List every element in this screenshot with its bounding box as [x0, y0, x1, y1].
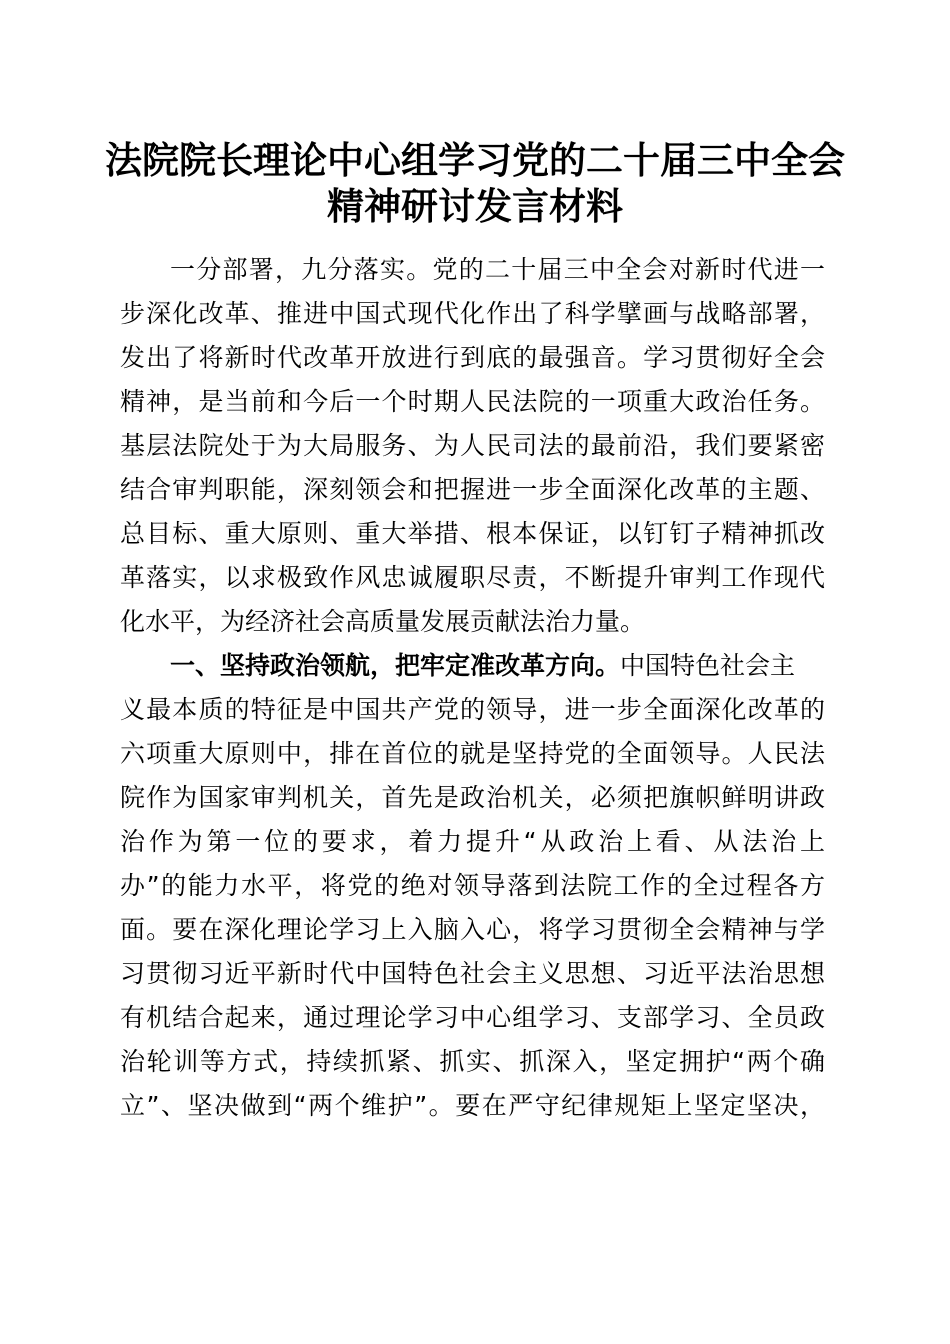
paragraph-2-line: 义最本质的特征是中国共产党的领导，进一步全面深化改革的 [120, 695, 825, 724]
document-title-line-1: 法院院长理论中心组学习党的二十届三中全会 [105, 138, 845, 182]
document-title-line-2: 精神研讨发言材料 [327, 184, 623, 228]
paragraph-1-line: 化水平，为经济社会高质量发展贡献法治力量。 [120, 607, 646, 636]
paragraph-1-line: 总目标、重大原则、重大举措、根本保证，以钉钉子精神抓改 [120, 519, 825, 548]
paragraph-2-line: 治轮训等方式，持续抓紧、抓实、抓深入，坚定拥护“两个确 [120, 1047, 825, 1076]
paragraph-2-line: 面。要在深化理论学习上入脑入心，将学习贯彻全会精神与学 [120, 915, 825, 944]
paragraph-1-line: 步深化改革、推进中国式现代化作出了科学擘画与战略部署， [120, 299, 825, 328]
paragraph-1-line: 结合审判职能，深刻领会和把握进一步全面深化改革的主题、 [120, 475, 825, 504]
paragraph-2-line: 习贯彻习近平新时代中国特色社会主义思想、习近平法治思想 [120, 959, 825, 988]
paragraph-2-line: 办”的能力水平，将党的绝对领导落到法院工作的全过程各方 [120, 871, 825, 900]
paragraph-2-first-line [170, 644, 825, 688]
paragraph-2-line: 有机结合起来，通过理论学习中心组学习、支部学习、全员政 [120, 1003, 825, 1032]
paragraph-1-line: 一分部署，九分落实。党的二十届三中全会对新时代进一 [170, 255, 825, 284]
paragraph-2-line: 六项重大原则中，排在首位的就是坚持党的全面领导。人民法 [120, 739, 825, 768]
paragraph-2-line: 立”、坚决做到“两个维护”。要在严守纪律规矩上坚定坚决， [120, 1091, 825, 1120]
paragraph-2-line: 院作为国家审判机关，首先是政治机关，必须把旗帜鲜明讲政 [120, 783, 825, 812]
paragraph-1-line: 基层法院处于为大局服务、为人民司法的最前沿，我们要紧密 [120, 431, 825, 460]
paragraph-1-line: 精神，是当前和今后一个时期人民法院的一项重大政治任务。 [120, 387, 825, 416]
paragraph-2-first-line-tail: 中国特色社会主 [620, 651, 796, 680]
paragraph-2-line: 治作为第一位的要求，着力提升“从政治上看、从法治上 [120, 827, 825, 856]
paragraph-1-line: 革落实，以求极致作风忠诚履职尽责，不断提升审判工作现代 [120, 563, 825, 592]
section-heading: 一、坚持政治领航，把牢定准改革方向。 [170, 651, 621, 680]
paragraph-1-line: 发出了将新时代改革开放进行到底的最强音。学习贯彻好全会 [120, 343, 825, 372]
